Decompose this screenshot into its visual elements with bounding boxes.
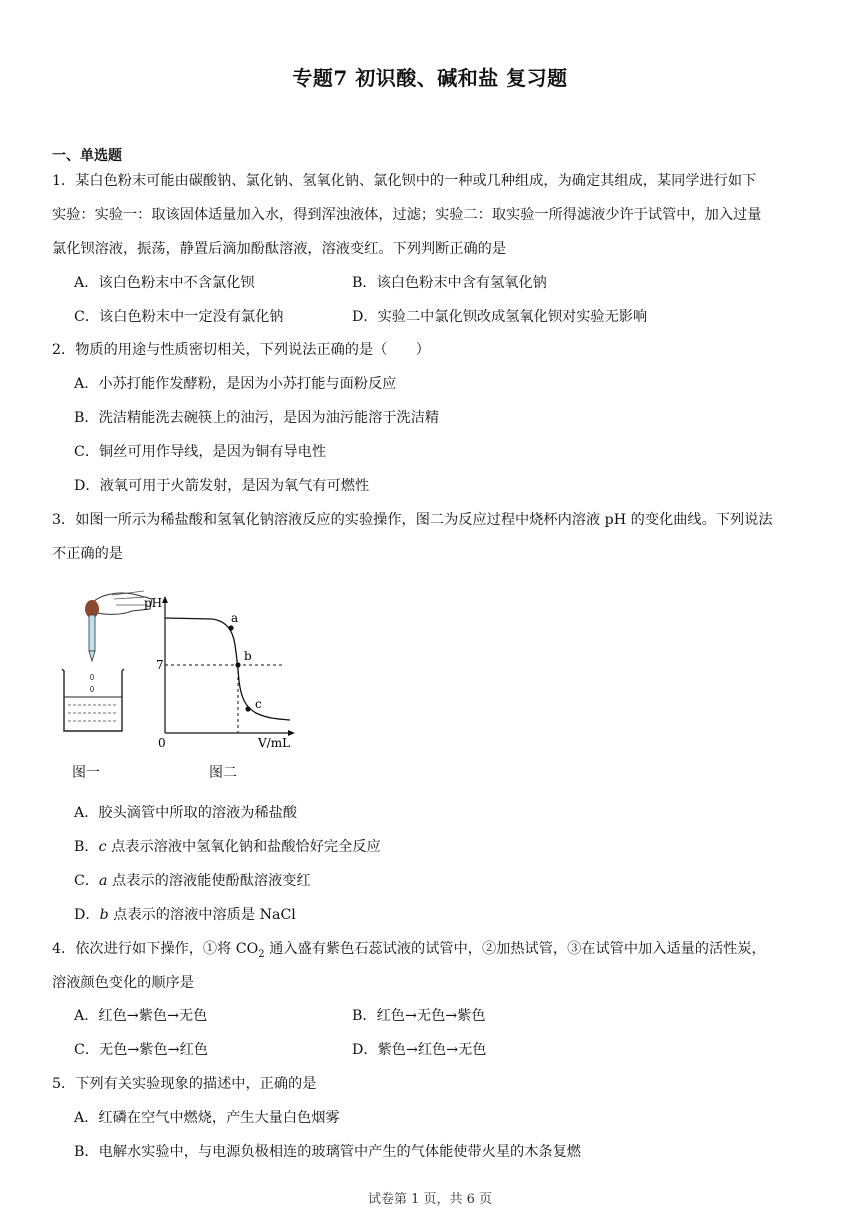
- q3-stem-line-2: 不正确的是: [52, 546, 123, 562]
- q5-option-b: B．电解水实验中，与电源负极相连的玻璃管中产生的气体能使带火星的木条复燃: [74, 1144, 581, 1160]
- figure-1-label: 图一: [72, 765, 100, 781]
- q2-option-d: D．液氧可用于火箭发射，是因为氧气有可燃性: [74, 478, 370, 494]
- point-a: [228, 625, 233, 630]
- q3-option-a: A．胶头滴管中所取的溶液为稀盐酸: [74, 805, 298, 821]
- point-c-label: c: [255, 697, 262, 711]
- q4-option-d: D．紫色→红色→无色: [352, 1042, 487, 1058]
- q4-option-c: C．无色→紫色→红色: [74, 1042, 208, 1058]
- q5-stem: 5．下列有关实验现象的描述中，正确的是: [52, 1076, 317, 1092]
- q3-option-b: B．c 点表示溶液中氢氧化钠和盐酸恰好完全反应: [74, 839, 381, 855]
- page-title: 专题7 初识酸、碱和盐 复习题: [292, 66, 568, 90]
- q3-stem-line-1: 3．如图一所示为稀盐酸和氢氧化钠溶液反应的实验操作，图二为反应过程中烧杯内溶液 pH 的变化曲线。下列说法: [52, 512, 773, 528]
- q1-stem-line-3: 氯化钡溶液，振荡，静置后滴加酚酞溶液，溶液变红。下列判断正确的是: [52, 241, 507, 257]
- q4-option-b: B．红色→无色→紫色: [352, 1008, 486, 1024]
- q4-option-a: A．红色→紫色→无色: [74, 1008, 208, 1024]
- q1-option-d: D．实验二中氯化钡改成氢氧化钡对实验无影响: [352, 309, 648, 325]
- x-axis-label: V/mL: [258, 736, 291, 750]
- page-footer: 试卷第 1 页，共 6 页: [367, 1192, 493, 1207]
- q1-stem-line-2: 实验：实验一：取该固体适量加入水，得到浑浊液体，过滤；实验二：取实验一所得滤液少许于试管中，加入过量: [52, 207, 762, 223]
- q1-option-c: C．该白色粉末中一定没有氯化钠: [74, 309, 284, 325]
- point-b-label: b: [244, 649, 252, 663]
- q3-option-d: D．b 点表示的溶液中溶质是 NaCl: [74, 907, 296, 923]
- q2-option-b: B．洗洁精能洗去碗筷上的油污，是因为油污能溶于洗洁精: [74, 410, 440, 426]
- q2-option-c: C．铜丝可用作导线，是因为铜有导电性: [74, 444, 327, 460]
- section-heading: 一、单选题: [52, 148, 122, 164]
- q2-option-a: A．小苏打能作发酵粉，是因为小苏打能与面粉反应: [74, 376, 397, 392]
- q3-option-c: C．a 点表示的溶液能使酚酞溶液变红: [74, 873, 311, 889]
- tick-7-label: 7: [156, 658, 164, 672]
- point-c: [245, 706, 250, 711]
- figure-2-label: 图二: [209, 765, 237, 781]
- q5-option-a: A．红磷在空气中燃烧，产生大量白色烟雾: [74, 1110, 340, 1126]
- q1-option-a: A．该白色粉末中不含氯化钡: [74, 275, 255, 291]
- origin-label: 0: [158, 736, 166, 750]
- q3-figure: [52, 585, 312, 785]
- ph-curve-chart: [144, 596, 295, 750]
- q4-stem-line-2: 溶液颜色变化的顺序是: [52, 975, 194, 991]
- q4-stem-line-1: 4．依次进行如下操作，①将 $CO_2$ 通入盛有紫色石蕊试液的试管中，②加热试管，③在试管中加入适量的活性炭，: [52, 941, 766, 960]
- point-b: [235, 662, 240, 667]
- point-a-label: a: [231, 611, 239, 625]
- q1-stem-line-1: 1．某白色粉末可能由碳酸钠、氯化钠、氢氧化钠、氯化钡中的一种或几种组成，为确定其组成，某同学进行如下: [52, 173, 757, 189]
- beaker-dropper-illustration: [62, 591, 152, 731]
- q2-stem: 2．物质的用途与性质密切相关，下列说法正确的是（ ）: [52, 342, 430, 358]
- y-axis-label: pH: [144, 596, 163, 610]
- q1-option-b: B．该白色粉末中含有氢氧化钠: [352, 275, 547, 291]
